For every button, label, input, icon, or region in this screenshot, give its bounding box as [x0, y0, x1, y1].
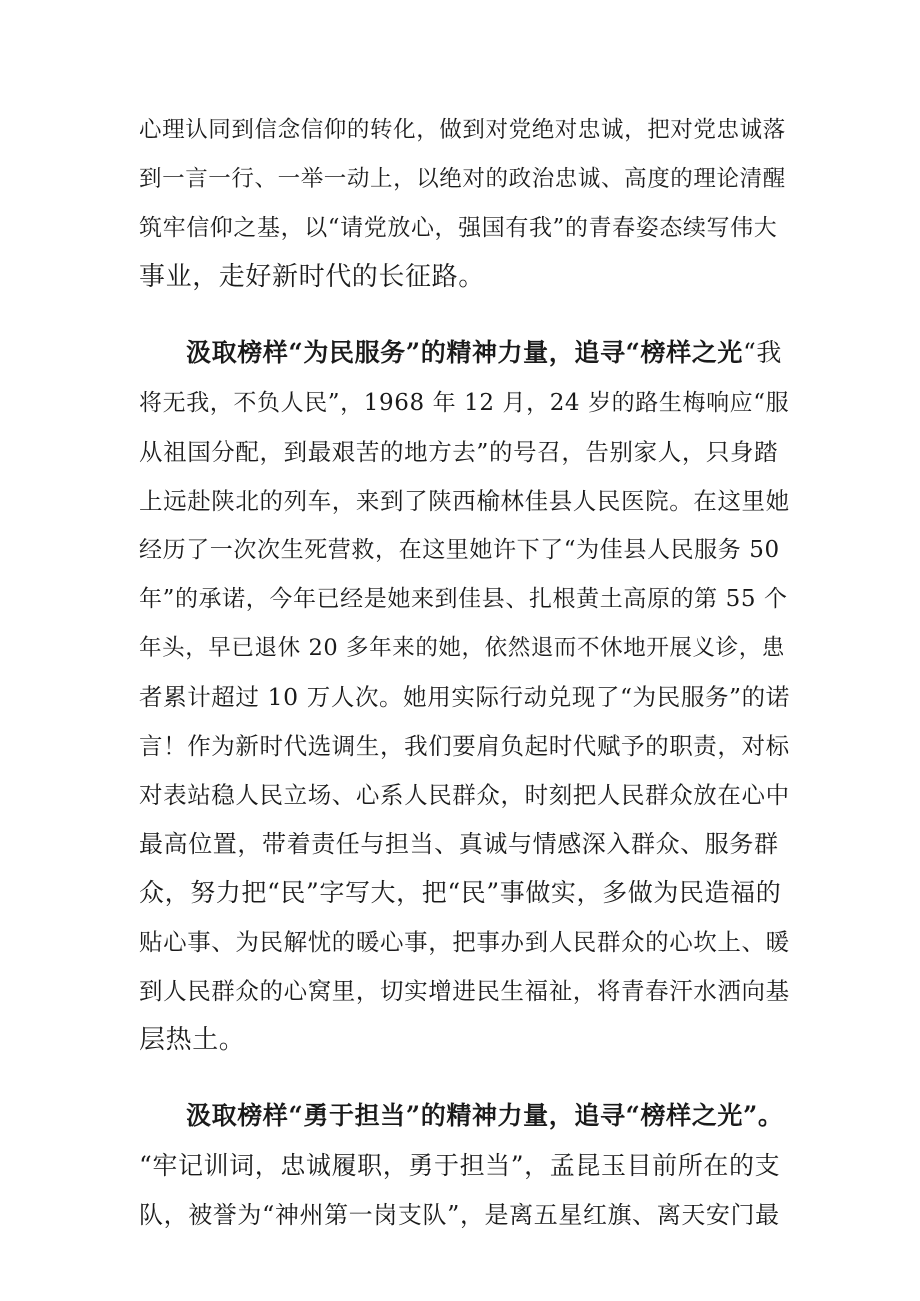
paragraph-line: 经历了一次次生死营救，在这里她许下了“为佳县人民服务 50 [139, 537, 780, 563]
paragraph-line: 对表站稳人民立场、心系人民群众，时刻把人民群众放在心中 [139, 781, 790, 809]
paragraph-line: 层热土。 [139, 1025, 246, 1055]
paragraph-line: 队，被誉为“神州第一岗支队”，是离五星红旗、离天安门最 [139, 1201, 780, 1229]
paragraph-line: 上远赴陕北的列车，来到了陕西榆林佳县人民医院。在这里她 [139, 487, 790, 515]
paragraph-heading-tail: “我 [742, 338, 782, 367]
paragraph-line: 众，努力把“民”字写大，把“民”事做实，多做为民造福的 [139, 878, 782, 907]
paragraph-line: 言！作为新时代选调生，我们要肩负起时代赋予的职责，对标 [139, 732, 790, 760]
paragraph-line: 到人民群众的心窝里，切实增进民生福祉，将青春汗水洒向基 [139, 977, 790, 1005]
paragraph-line: 心理认同到信念信仰的转化，做到对党绝对忠诚，把对党忠诚落 [139, 117, 786, 143]
paragraph-heading: 汲取榜样“为民服务”的精神力量，追寻“榜样之光 [186, 338, 743, 367]
paragraph-line: 筑牢信仰之基，以“请党放心，强国有我”的青春姿态续写伟大 [139, 215, 778, 241]
paragraph-line: 到一言一行、一举一动上，以绝对的政治忠诚、高度的理论清醒 [139, 166, 786, 192]
paragraph-line: “牢记训词，忠诚履职，勇于担当”，孟昆玉目前所在的支 [139, 1151, 781, 1180]
paragraph-line: 最高位置，带着责任与担当、真诚与情感深入群众、服务群 [139, 830, 779, 858]
paragraph-line: 贴心事、为民解忧的暖心事，把事办到人民群众的心坎上、暖 [139, 928, 790, 956]
paragraph-heading: 汲取榜样“勇于担当”的精神力量，追寻“榜样之光”。 [186, 1101, 784, 1130]
paragraph-line: 者累计超过 10 万人次。她用实际行动兑现了“为民服务”的诺 [139, 683, 790, 711]
paragraph-line: 事业，走好新时代的长征路。 [139, 262, 485, 292]
paragraph-line: 从祖国分配，到最艰苦的地方去”的号召，告别家人，只身踏 [139, 438, 779, 466]
paragraph-heading-line [186, 337, 782, 369]
paragraph-line: 将无我，不负人民”，1968 年 12 月，24 岁的路生梅响应“服 [139, 390, 790, 416]
paragraph-line: 年头，早已退休 20 多年来的她，依然退而不休地开展义诊，患 [139, 635, 785, 661]
paragraph-line: 年”的承诺，今年已经是她来到佳县、扎根黄土高原的第 55 个 [139, 586, 788, 612]
